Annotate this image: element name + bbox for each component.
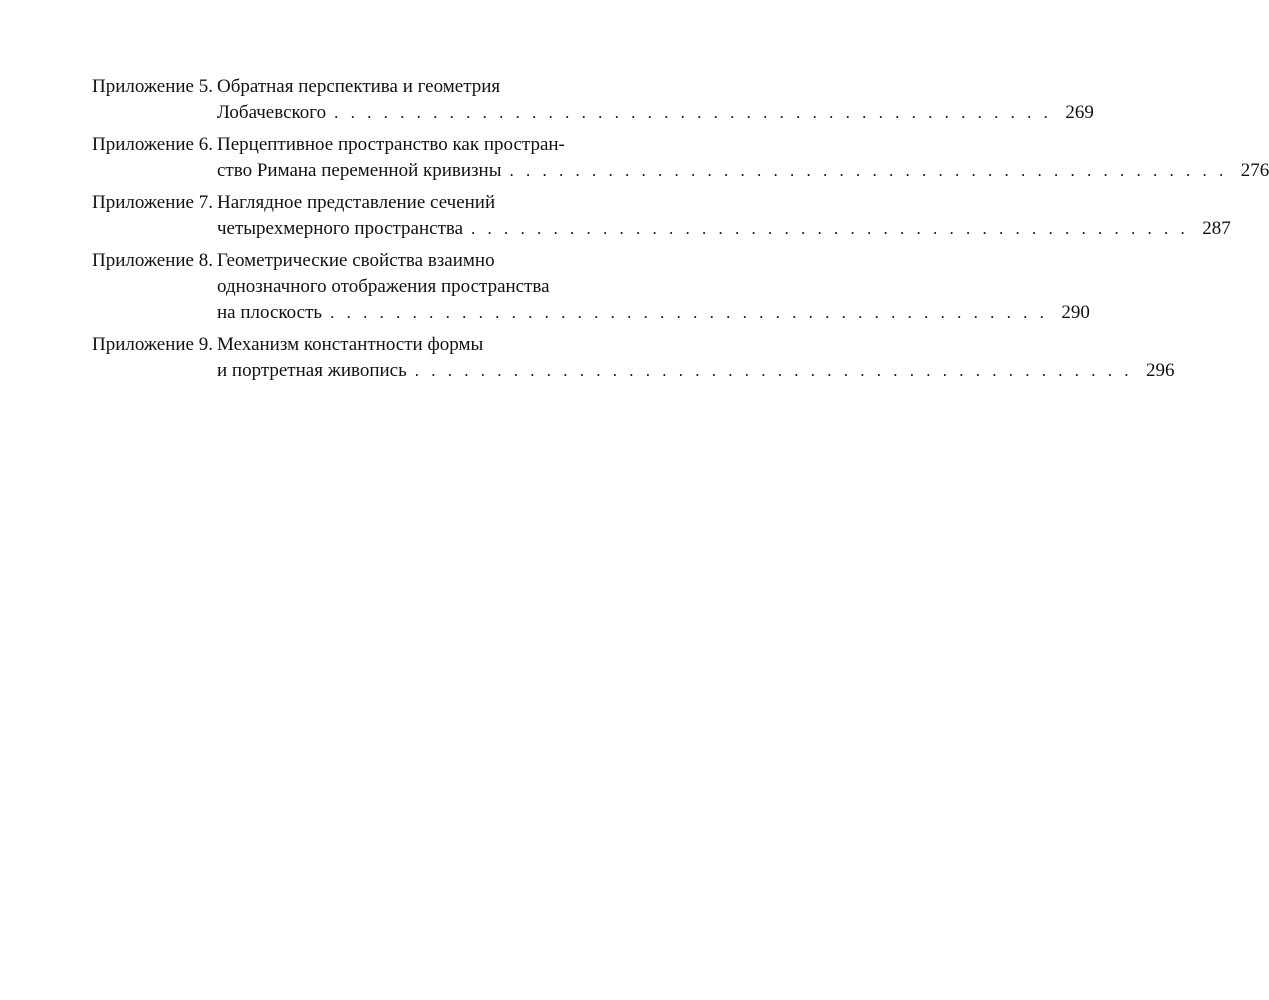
entry-title [217, 248, 1090, 326]
dot-leader: . . . . . . . . . . . . . . . . . . . . . . . . . . . . . . . . . . . . . . . . . . . . [414, 361, 1133, 380]
appendix-number: Приложение 7. [92, 192, 213, 213]
page-number: 290 [1061, 302, 1090, 323]
appendix-number: Приложение 9. [92, 334, 213, 355]
title-line: ство Римана переменной кривизны [217, 160, 502, 181]
title-last-line [217, 216, 1231, 242]
page-number: 276 [1240, 160, 1269, 181]
toc-entry-appendix-8 [92, 248, 1090, 326]
entry-title [217, 332, 1175, 384]
appendix-number: Приложение 5. [92, 76, 213, 97]
dot-leader: . . . . . . . . . . . . . . . . . . . . . . . . . . . . . . . . . . . . . . . . . . . . [471, 219, 1189, 238]
title-line: Механизм константности формы [217, 334, 484, 355]
entry-title [217, 190, 1231, 242]
title-line: Перцептивное пространство как простран- [217, 134, 565, 155]
appendix-number: Приложение 6. [92, 134, 213, 155]
page-number: 296 [1146, 360, 1175, 381]
toc-entry-appendix-6 [92, 132, 1269, 184]
dot-leader: . . . . . . . . . . . . . . . . . . . . . . . . . . . . . . . . . . . . . . . . . . . . [330, 303, 1048, 322]
toc-entry-appendix-5 [92, 74, 1094, 126]
title-line: и портретная живопись [217, 360, 407, 381]
title-line: четырехмерного пространства [217, 218, 464, 239]
table-of-contents [92, 74, 1269, 390]
toc-entry-appendix-9 [92, 332, 1175, 384]
title-line: Геометрические свойства взаимно [217, 250, 495, 271]
title-line: Лобачевского [217, 102, 327, 123]
entry-title [217, 74, 1094, 126]
page-number: 269 [1065, 102, 1094, 123]
title-last-line [217, 158, 1269, 184]
title-line: Наглядное представление сечений [217, 192, 496, 213]
title-line: однозначного отображения пространства [217, 276, 550, 297]
appendix-number: Приложение 8. [92, 250, 213, 271]
title-last-line [217, 300, 1090, 326]
title-line: на плоскость [217, 302, 323, 323]
title-last-line [217, 358, 1175, 384]
page-number: 287 [1202, 218, 1231, 239]
title-last-line [217, 100, 1094, 126]
dot-leader: . . . . . . . . . . . . . . . . . . . . . . . . . . . . . . . . . . . . . . . . . . . . [509, 161, 1228, 180]
dot-leader: . . . . . . . . . . . . . . . . . . . . . . . . . . . . . . . . . . . . . . . . . . . . [334, 103, 1052, 122]
title-line: Обратная перспектива и геометрия [217, 76, 501, 97]
toc-entry-appendix-7 [92, 190, 1231, 242]
entry-title [217, 132, 1269, 184]
